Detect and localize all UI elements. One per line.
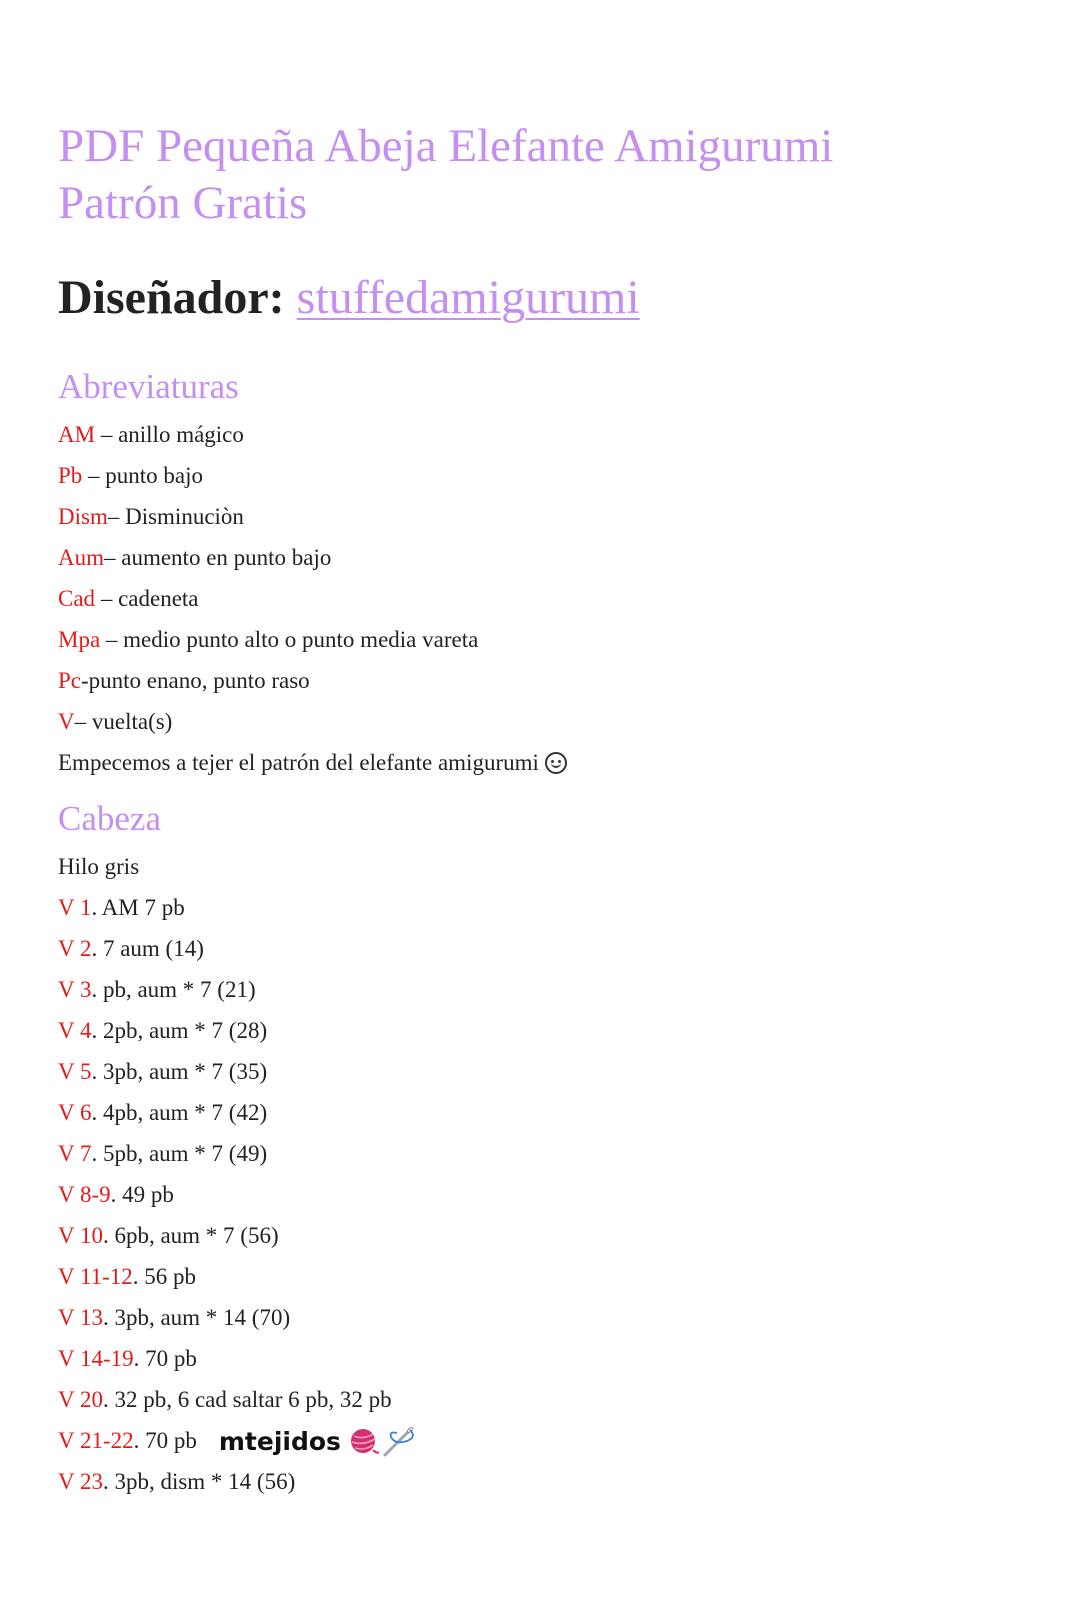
abbreviation-item	[58, 496, 567, 537]
round-instruction: . 5pb, aum * 7 (49)	[91, 1141, 268, 1166]
round-label: V 7	[58, 1141, 92, 1166]
round-item	[58, 1338, 417, 1379]
round-item	[58, 1133, 417, 1174]
abbreviation-item	[58, 701, 567, 742]
yarn-color-text: Hilo gris	[58, 854, 140, 879]
abbreviation-code: Pb	[58, 463, 83, 488]
round-instruction: . 6pb, aum * 7 (56)	[102, 1223, 279, 1248]
closing-line	[58, 742, 567, 783]
abbreviation-code: Pc	[58, 668, 81, 693]
round-label: V 3	[58, 977, 92, 1002]
round-item	[58, 1256, 417, 1297]
round-item	[58, 1420, 417, 1461]
round-label: V 23	[58, 1469, 103, 1494]
round-item	[58, 1215, 417, 1256]
head-rounds-list	[58, 846, 417, 1502]
designer-line	[58, 268, 640, 328]
round-instruction: . 4pb, aum * 7 (42)	[91, 1100, 268, 1125]
abbreviation-meaning: – cadeneta	[95, 586, 199, 611]
abbreviation-meaning: -punto enano, punto raso	[81, 668, 310, 693]
round-instruction: . 49 pb	[110, 1182, 174, 1207]
abbreviation-meaning: – vuelta(s)	[74, 709, 173, 734]
round-instruction: . 7 aum (14)	[91, 936, 204, 961]
round-instruction: . pb, aum * 7 (21)	[91, 977, 256, 1002]
round-item	[58, 1297, 417, 1338]
abbreviation-code: Aum	[58, 545, 104, 570]
round-instruction: . 3pb, aum * 7 (35)	[91, 1059, 268, 1084]
round-label: V 21-22	[58, 1428, 134, 1453]
round-instruction: . 2pb, aum * 7 (28)	[91, 1018, 268, 1043]
round-instruction: . 56 pb	[132, 1264, 196, 1289]
smiley-icon	[545, 752, 567, 774]
closing-text: Empecemos a tejer el patrón del elefante amigurumi	[58, 750, 539, 775]
round-item	[58, 1010, 417, 1051]
round-instruction: . 32 pb, 6 cad saltar 6 pb, 32 pb	[102, 1387, 392, 1412]
abbreviations-heading: Abreviaturas	[58, 367, 239, 406]
round-instruction: . 70 pb	[133, 1346, 197, 1371]
round-instruction: . AM 7 pb	[91, 895, 185, 920]
page-title: PDF Pequeña Abeja Elefante Amigurumi Patrón Gratis	[58, 120, 834, 229]
abbreviation-item	[58, 619, 567, 660]
round-item	[58, 1461, 417, 1502]
abbreviation-code: Dism	[58, 504, 108, 529]
round-label: V 14-19	[58, 1346, 134, 1371]
round-item	[58, 1051, 417, 1092]
round-instruction: . 70 pb	[133, 1428, 197, 1453]
round-item	[58, 1174, 417, 1215]
round-label: V 6	[58, 1100, 92, 1125]
round-label: V 4	[58, 1018, 92, 1043]
abbreviation-meaning: – aumento en punto bajo	[104, 545, 332, 570]
abbreviation-item	[58, 537, 567, 578]
round-label: V 5	[58, 1059, 92, 1084]
abbreviation-item	[58, 578, 567, 619]
yarn-line	[58, 846, 417, 887]
round-item	[58, 887, 417, 928]
head-heading: Cabeza	[58, 799, 161, 838]
designer-link[interactable]: stuffedamigurumi	[296, 271, 640, 324]
abbreviation-code: Cad	[58, 586, 96, 611]
abbreviation-item	[58, 660, 567, 701]
round-label: V 2	[58, 936, 92, 961]
abbreviation-item	[58, 414, 567, 455]
abbreviation-meaning: – punto bajo	[82, 463, 204, 488]
abbreviations-list	[58, 414, 567, 783]
round-label: V 10	[58, 1223, 103, 1248]
round-label: V 1	[58, 895, 92, 920]
round-item	[58, 1092, 417, 1133]
round-label: V 20	[58, 1387, 103, 1412]
designer-label: Diseñador:	[58, 271, 285, 324]
abbreviation-meaning: – Disminuciòn	[107, 504, 244, 529]
round-label: V 8-9	[58, 1182, 111, 1207]
abbreviation-meaning: – medio punto alto o punto media vareta	[100, 627, 479, 652]
abbreviation-meaning: – anillo mágico	[95, 422, 244, 447]
abbreviation-code: Mpa	[58, 627, 101, 652]
round-label: V 13	[58, 1305, 103, 1330]
round-item	[58, 969, 417, 1010]
round-label: V 11-12	[58, 1264, 133, 1289]
watermark-text: mtejidos	[218, 1427, 341, 1456]
abbreviation-code: V	[58, 709, 75, 734]
yarn-ball-icon	[349, 1426, 379, 1456]
round-instruction: . 3pb, aum * 14 (70)	[102, 1305, 291, 1330]
abbreviation-code: AM	[58, 422, 96, 447]
abbreviation-item	[58, 455, 567, 496]
needle-thread-icon	[381, 1425, 417, 1457]
round-item	[58, 1379, 417, 1420]
round-item	[58, 928, 417, 969]
round-instruction: . 3pb, dism * 14 (56)	[102, 1469, 296, 1494]
